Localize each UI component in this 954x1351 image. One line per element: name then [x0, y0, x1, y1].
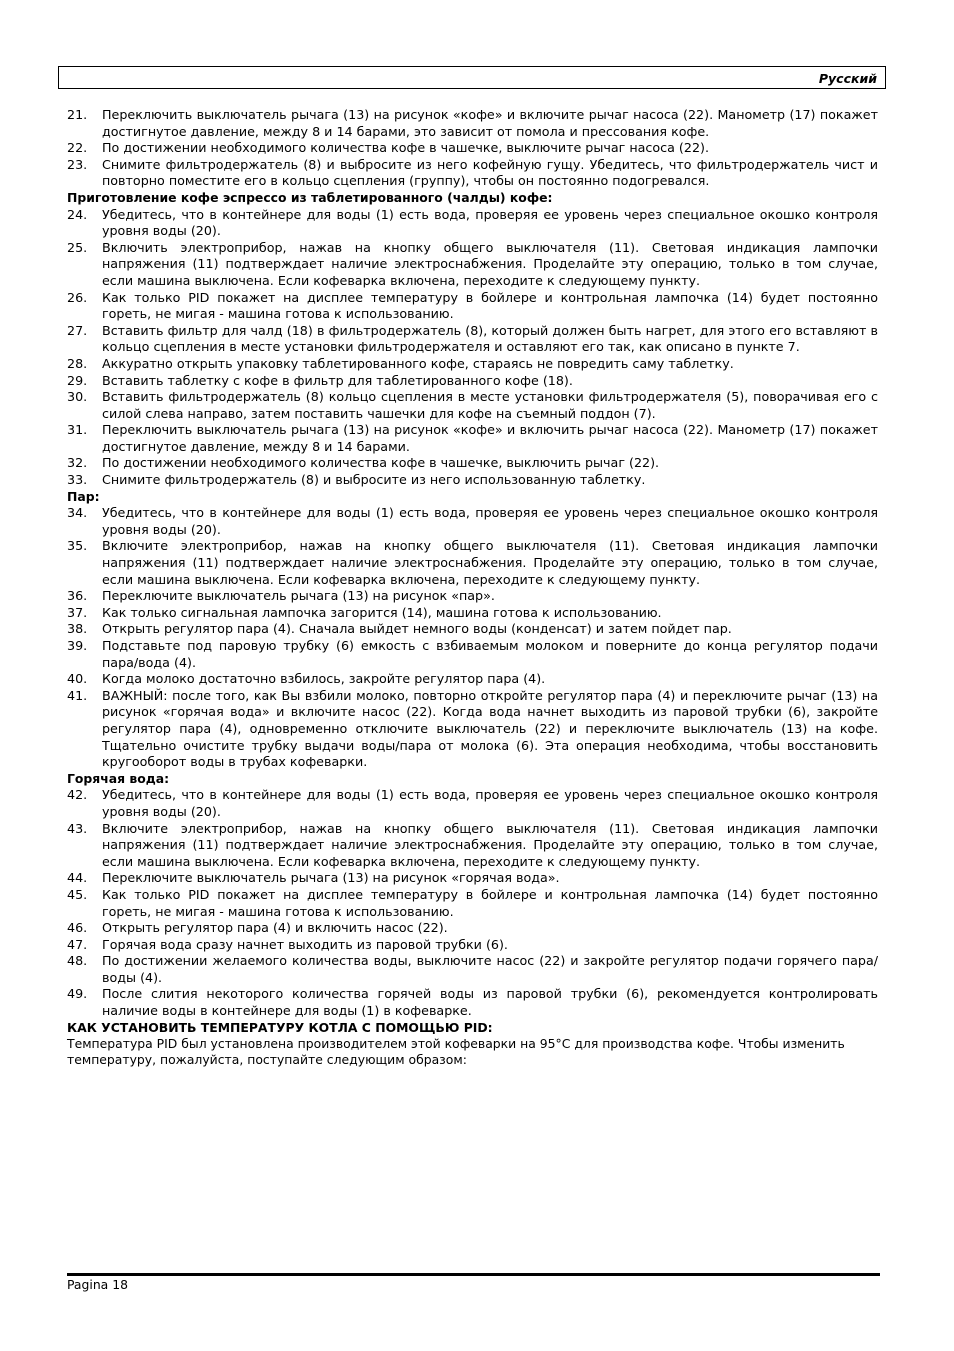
- language-label: Русский: [818, 71, 877, 86]
- list-item: [67, 323, 878, 356]
- list-item: [67, 107, 878, 140]
- list-item: [67, 986, 878, 1019]
- section-title-hot-water: Горячая вода:: [67, 770, 170, 786]
- steps-list-hot-water: [67, 787, 878, 1019]
- item-text: Убедитесь, что в контейнере для воды (1) есть вода, проверяя ее уровень через специальное окошко контроля уровня воды (20).: [102, 787, 878, 819]
- footer-divider: [67, 1273, 880, 1276]
- item-number: 31.: [67, 422, 88, 438]
- section-title-pid: КАК УСТАНОВИТЬ ТЕМПЕРАТУРУ КОТЛА С ПОМОЩЬЮ PID:: [67, 1019, 493, 1035]
- steps-list-pods: [67, 207, 878, 489]
- item-number: 21.: [67, 107, 88, 122]
- item-number: 42.: [67, 787, 88, 803]
- list-item: [67, 953, 878, 986]
- list-item: [67, 887, 878, 920]
- list-item: [67, 356, 878, 373]
- list-item: [67, 505, 878, 538]
- item-text: Вставить фильтродержатель (8) кольцо сцепления в месте установки фильтродержателя (5), поворачивая его с силой слева направо, затем поставить чашечки для кофе на съемный поддон (7).: [102, 389, 878, 421]
- item-number: 22.: [67, 140, 88, 156]
- list-item: [67, 671, 878, 688]
- section-title-steam: Пар:: [67, 488, 100, 504]
- list-item: [67, 290, 878, 323]
- item-number: 49.: [67, 986, 88, 1002]
- list-item: [67, 638, 878, 671]
- list-item: [67, 821, 878, 871]
- item-text: По достижении необходимого количества кофе в чашечке, выключить рычаг (22).: [102, 455, 660, 471]
- list-item: [67, 140, 878, 157]
- item-number: 33.: [67, 472, 88, 488]
- item-number: 29.: [67, 372, 88, 388]
- item-text: Включите электроприбор, нажав на кнопку общего выключателя (11). Световая индикация лампочки напряжения (11) подтверждает наличие электроснабжения. Проделайте эту операцию, только в том случае, если машина выключена. Если кофеварка включена, переходите к следующему пункту.: [102, 538, 878, 587]
- item-number: 26.: [67, 289, 88, 305]
- list-item: [67, 157, 878, 190]
- item-number: 35.: [67, 538, 88, 554]
- item-text: Подставьте под паровую трубку (6) емкость с взбиваемым молоком и поверните до конца регулятор подачи пара/вода (4).: [102, 638, 878, 670]
- item-text: После слития некоторого количества горячей воды из паровой трубки (6), рекомендуется контролировать наличие воды в контейнере для воды (1) в кофеварке.: [102, 986, 878, 1019]
- item-number: 43.: [67, 820, 88, 836]
- section-title-pods: Приготовление кофе эспрессо из таблетированного (чалды) кофе:: [67, 189, 553, 205]
- item-number: 48.: [67, 953, 88, 969]
- item-text: Включите электроприбор, нажав на кнопку общего выключателя (11). Световая индикация лампочки напряжения (11) подтверждает наличие электроснабжения. Проделайте эту операцию, только в том случае, если машина выключена. Если кофеварка включена, переходите к следующему пункту.: [102, 820, 878, 869]
- item-text: Как только PID покажет на дисплее температуру в бойлере и контрольная лампочка (14) будет постоянно гореть, не мигая - машина готова к использованию.: [102, 886, 878, 919]
- item-number: 44.: [67, 870, 88, 886]
- list-item: [67, 422, 878, 455]
- item-text: Открыть регулятор пара (4). Сначала выйдет немного воды (конденсат) и затем пойдет пар.: [102, 621, 732, 637]
- item-text: Вставить фильтр для чалд (18) в фильтродержатель (8), который должен быть нагрет, для этого его вставляют в кольцо сцепления в месте установки фильтродержателя и оставляют его так, как описано в пункте 7.: [102, 322, 878, 355]
- page-number: Pagina 18: [67, 1277, 128, 1292]
- list-item: [67, 621, 878, 638]
- list-item: [67, 787, 878, 820]
- steps-list-brew-end: [67, 107, 878, 190]
- item-number: 38.: [67, 621, 88, 637]
- item-number: 40.: [67, 671, 88, 687]
- item-text: Вставить таблетку с кофе в фильтр для таблетированного кофе (18).: [102, 372, 573, 388]
- list-item: [67, 588, 878, 605]
- item-text: Аккуратно открыть упаковку таблетированного кофе, стараясь не повредить саму таблетку.: [102, 355, 734, 371]
- item-text: ВАЖНЫЙ: после того, как Вы взбили молоко, повторно откройте регулятор пара (4) и переключите рычаг (13) на рисунок «горячая вода» и включите насос (22). Когда вода начнет выходить из паровой трубки (6), закройте регулятор пара (4), одновременно отключите выключатель (22) и переключите выключатель (13) на кофе. Тщательно очистите трубку выдачи воды/пара от молока (6). Эта операция необходима, чтобы восстановить кругооборот воды в трубах кофеварки.: [102, 687, 878, 770]
- list-item: [67, 389, 878, 422]
- item-number: 23.: [67, 156, 88, 172]
- list-item: [67, 937, 878, 954]
- item-number: 41.: [67, 687, 88, 703]
- list-item: [67, 240, 878, 290]
- list-item: [67, 870, 878, 887]
- list-item: [67, 605, 878, 622]
- list-item: [67, 373, 878, 390]
- list-item: [67, 455, 878, 472]
- item-text: Переключить выключатель рычага (13) на рисунок «кофе» и включите рычаг насоса (22). Манометр (17) покажет достигнутое давление, между 8 и 14 барами, это зависит от помола и прессования кофе.: [102, 107, 878, 139]
- pid-intro-paragraph: Температура PID был установлена производителем этой кофеварки на 95°С для производства кофе. Чтобы изменить температуру, пожалуйста, поступайте следующим образом:: [67, 1036, 845, 1067]
- item-number: 39.: [67, 638, 88, 653]
- list-item: [67, 207, 878, 240]
- item-text: Убедитесь, что в контейнере для воды (1) есть вода, проверяя ее уровень через специальное окошко контроля уровня воды (20).: [102, 206, 878, 239]
- item-number: 47.: [67, 936, 88, 952]
- item-text: Убедитесь, что в контейнере для воды (1) есть вода, проверяя ее уровень через специальное окошко контроля уровня воды (20).: [102, 505, 878, 537]
- item-text: Как только сигнальная лампочка загорится (14), машина готова к использованию.: [102, 604, 662, 620]
- item-text: Как только PID покажет на дисплее температуру в бойлере и контрольная лампочка (14) будет постоянно гореть, не мигая - машина готова к использованию.: [102, 289, 878, 322]
- item-number: 32.: [67, 455, 88, 471]
- item-number: 30.: [67, 389, 88, 405]
- item-number: 27.: [67, 322, 88, 338]
- item-number: 28.: [67, 355, 88, 371]
- item-text: Включить электроприбор, нажав на кнопку общего выключателя (11). Световая индикация лампочки напряжения (11) подтверждает наличие электроснабжения. Проделайте эту операцию, только в том случае, если машина выключена. Если кофеварка включена, переходите к следующему пункту.: [102, 239, 878, 288]
- page-header: [58, 66, 886, 89]
- item-text: Когда молоко достаточно взбилось, закройте регулятор пара (4).: [102, 671, 546, 687]
- item-number: 36.: [67, 588, 88, 604]
- item-number: 25.: [67, 239, 88, 255]
- item-number: 37.: [67, 604, 88, 620]
- list-item: [67, 472, 878, 489]
- item-text: Переключите выключатель рычага (13) на рисунок «горячая вода».: [102, 870, 560, 886]
- item-text: Переключить выключатель рычага (13) на рисунок «кофе» и включить рычаг насоса (22). Манометр (17) покажет достигнутое давление, между 8 и 14 барами.: [102, 422, 878, 454]
- list-item: [67, 920, 878, 937]
- list-item: [67, 538, 878, 588]
- item-text: Снимите фильтродержатель (8) и выбросите из него использованную таблетку.: [102, 472, 646, 488]
- item-text: Горячая вода сразу начнет выходить из паровой трубки (6).: [102, 936, 508, 952]
- item-text: По достижении необходимого количества кофе в чашечке, выключите рычаг насоса (22).: [102, 140, 710, 156]
- page-content: [67, 107, 878, 1067]
- item-text: Открыть регулятор пара (4) и включить насос (22).: [102, 920, 448, 936]
- list-item: [67, 688, 878, 771]
- item-number: 45.: [67, 886, 88, 902]
- item-number: 24.: [67, 206, 88, 222]
- item-text: По достижении желаемого количества воды, выключите насос (22) и закройте регулятор подачи горячего пара/воды (4).: [102, 953, 878, 985]
- item-text: Переключите выключатель рычага (13) на рисунок «пар».: [102, 588, 495, 604]
- item-number: 34.: [67, 505, 88, 521]
- item-text: Снимите фильтродержатель (8) и выбросите из него кофейную гущу. Убедитесь, что фильтродержатель чист и повторно поместите его в кольцо сцепления (группу), чтобы он постоянно подогревался.: [102, 156, 878, 189]
- steps-list-steam: [67, 505, 878, 771]
- item-number: 46.: [67, 920, 88, 936]
